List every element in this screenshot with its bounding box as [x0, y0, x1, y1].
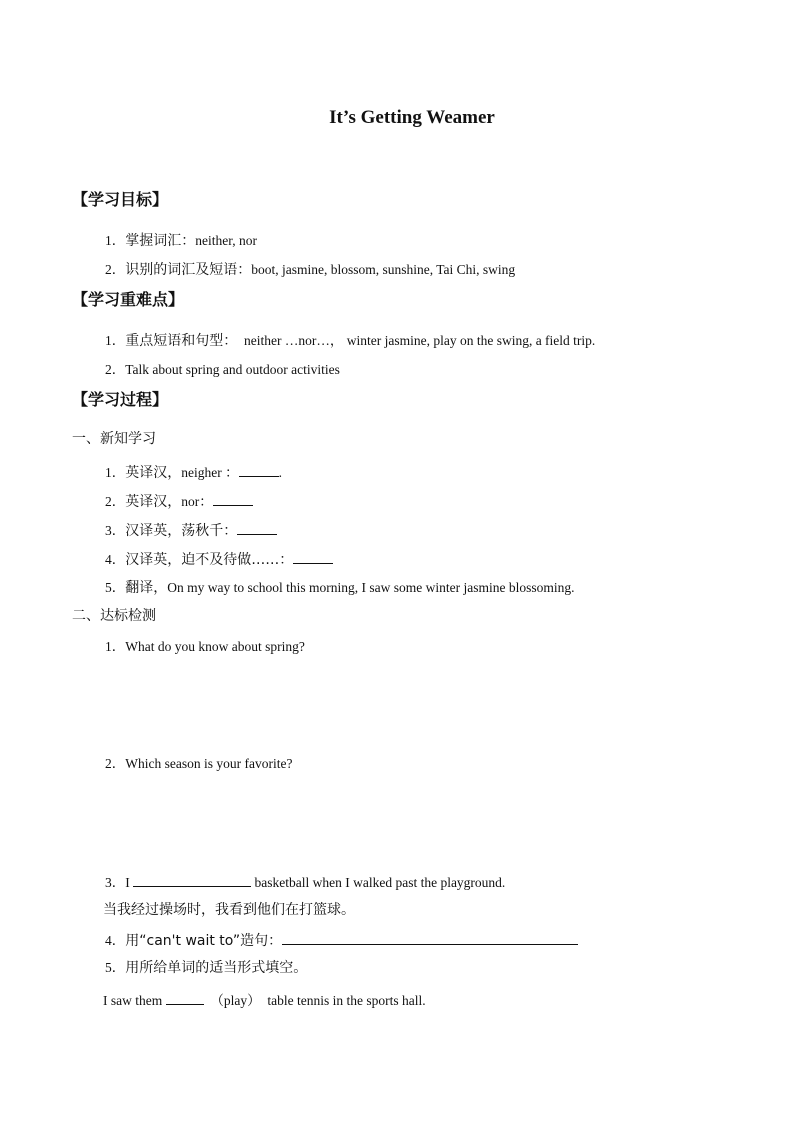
- item-number: 1．: [105, 233, 126, 248]
- sentence-post: table tennis in the sports hall.: [267, 993, 426, 1008]
- part1-item-2: [105, 493, 253, 509]
- question-label: 用所给单词的适当形式填空。: [125, 960, 308, 976]
- item-number: 2．: [105, 262, 126, 277]
- part1-item-1: [105, 464, 282, 480]
- question-label: 用“can't wait to”造句：: [125, 933, 283, 949]
- part1-item-5: [105, 581, 574, 595]
- question-5: [105, 961, 307, 975]
- answer-blank[interactable]: [239, 464, 279, 477]
- question-number: 4．: [105, 933, 126, 948]
- item-after: .: [278, 465, 282, 480]
- answer-blank[interactable]: [293, 551, 333, 564]
- item-label: 英译汉，: [125, 465, 182, 481]
- item-text: Talk about spring and outdoor activities: [125, 362, 340, 377]
- key-point-item-1: [105, 334, 595, 348]
- item-label: 汉译英，迫不及待做……：: [125, 552, 294, 568]
- answer-blank[interactable]: [237, 522, 277, 535]
- question-post: basketball when I walked past the playground.: [254, 875, 506, 890]
- part1-item-3: [105, 522, 277, 538]
- answer-blank[interactable]: [282, 932, 578, 945]
- question-text: Which season is your favorite?: [125, 756, 293, 771]
- question-number: 2．: [105, 756, 126, 771]
- item-label: 翻译，: [125, 580, 168, 596]
- question-3-chinese: 当我经过操场时，我看到他们在打篮球。: [103, 902, 355, 918]
- document-title: It’s Getting Weamer: [329, 107, 495, 128]
- answer-blank[interactable]: [213, 493, 253, 506]
- item-text: neither …nor…， winter jasmine, play on the swing, a field trip.: [244, 333, 596, 348]
- item-text: nor：: [181, 494, 213, 509]
- item-number: 2．: [105, 494, 126, 509]
- part1-item-4: [105, 551, 333, 567]
- item-number: 1．: [105, 465, 126, 480]
- answer-blank[interactable]: [166, 992, 204, 1005]
- item-number: 5．: [105, 580, 126, 595]
- item-number: 3．: [105, 523, 126, 538]
- question-number: 3．: [105, 875, 126, 890]
- key-points-heading: 【学习重难点】: [72, 290, 185, 309]
- key-point-item-2: [105, 363, 340, 377]
- item-number: 1．: [105, 333, 126, 348]
- question-1: [105, 640, 305, 654]
- objective-item-2: [105, 263, 515, 277]
- question-number: 1．: [105, 639, 126, 654]
- sentence-hint: （play）: [210, 993, 261, 1008]
- question-3: [105, 874, 505, 890]
- question-2: [105, 757, 292, 771]
- item-number: 4．: [105, 552, 126, 567]
- process-heading: 【学习过程】: [72, 390, 169, 409]
- answer-blank[interactable]: [133, 874, 251, 887]
- item-label: 英译汉，: [125, 494, 182, 510]
- objective-item-1: [105, 234, 257, 248]
- item-text: On my way to school this morning, I saw some winter jasmine blossoming.: [167, 580, 575, 595]
- part1-title: 一、新知学习: [72, 431, 156, 447]
- item-label: 识别的词汇及短语：: [125, 262, 252, 278]
- part2-title: 二、达标检测: [72, 608, 156, 624]
- question-number: 5．: [105, 960, 126, 975]
- item-text: neigher ：: [181, 465, 239, 480]
- question-text: What do you know about spring?: [125, 639, 305, 654]
- question-pre: I: [125, 875, 130, 890]
- item-label: 掌握词汇：: [125, 233, 196, 249]
- item-label: 汉译英，荡秋千：: [125, 523, 238, 539]
- item-text: boot, jasmine, blossom, sunshine, Tai Chi, swing: [251, 262, 516, 277]
- objectives-heading: 【学习目标】: [72, 190, 169, 209]
- item-text: neither, nor: [195, 233, 257, 248]
- question-4: [105, 932, 578, 948]
- item-number: 2．: [105, 362, 126, 377]
- sentence-pre: I saw them: [103, 993, 163, 1008]
- question-5-sentence: [103, 992, 426, 1008]
- item-label: 重点短语和句型：: [125, 333, 238, 349]
